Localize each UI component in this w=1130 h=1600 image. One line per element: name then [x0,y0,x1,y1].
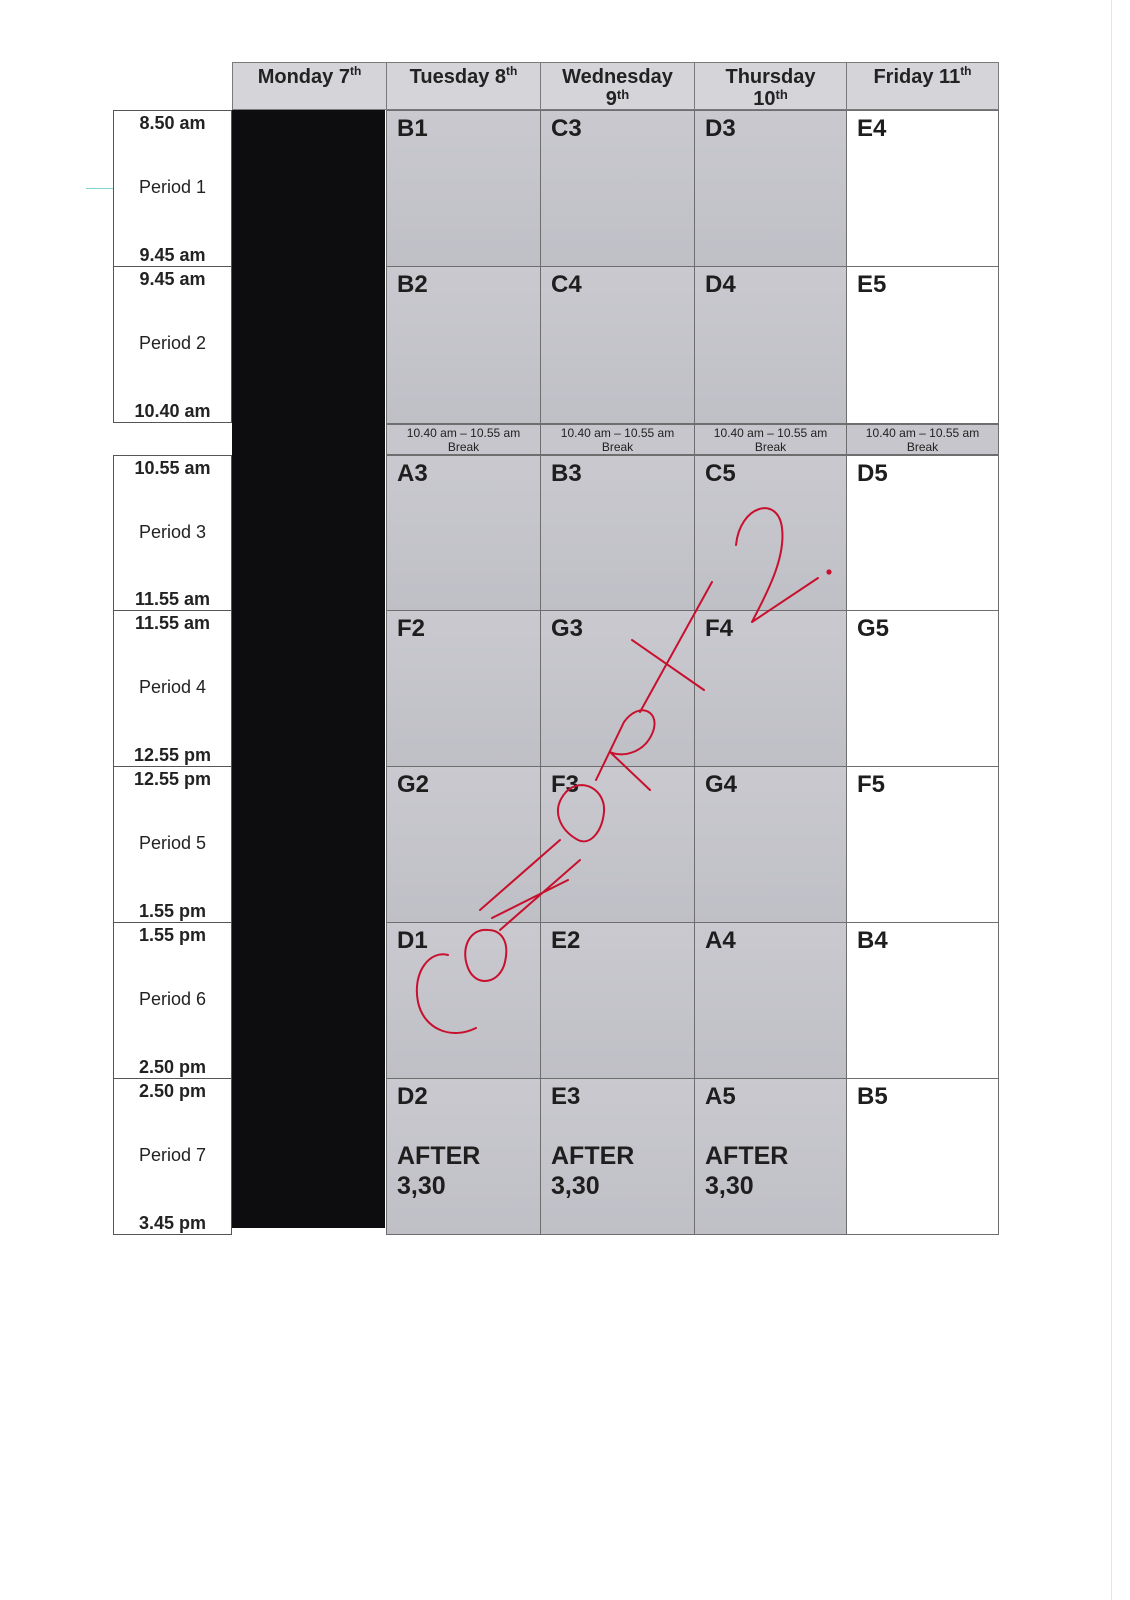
slot-code: E3 [551,1083,581,1110]
period-label: Period 5 [138,833,207,853]
header-monday-sup: th [349,64,362,78]
period-3-times [113,455,232,611]
slot-code: C4 [551,271,582,298]
period-start: 1.55 pm [138,925,207,945]
period-label: Period 1 [138,177,207,197]
slot-thursday-p1 [694,110,847,267]
slot-thursday-p6 [694,922,847,1079]
period-label: Period 4 [138,677,207,697]
slot-code: A3 [397,460,428,487]
slot-code: F3 [551,771,580,798]
header-tuesday-text: Tuesday 8 [409,66,506,88]
after-note: AFTER 3,30 [551,1142,635,1200]
slot-tuesday-p4 [386,610,541,767]
period-end: 11.55 am [134,589,211,609]
slot-code: G2 [397,771,430,798]
break-label: Break [601,440,634,454]
slot-code: B5 [857,1083,888,1110]
header-wednesday-sup: th [616,87,630,102]
slot-thursday-p3 [694,455,847,611]
slot-code: B3 [551,460,582,487]
slot-code: E4 [857,115,887,142]
slot-tuesday-p6 [386,922,541,1079]
slot-code: C5 [705,460,736,487]
slot-tuesday-p1 [386,110,541,267]
period-start: 11.55 am [134,613,211,633]
period-5-times [113,766,232,923]
period-2-times [113,266,232,423]
page-edge [1111,0,1112,1600]
slot-code: G3 [551,615,584,642]
header-tuesday [386,62,541,110]
slot-code: B2 [397,271,428,298]
header-wednesday-line2: 9 [605,88,617,110]
slot-thursday-p7 [694,1078,847,1235]
period-label: Period 3 [138,522,207,542]
header-thursday-text: Thursday [725,66,816,88]
period-6-times [113,922,232,1079]
slot-code: E5 [857,271,887,298]
period-start: 9.45 am [139,269,206,289]
period-start: 10.55 am [134,458,211,478]
slot-friday-p5 [846,766,999,923]
slot-code: E2 [551,927,581,954]
period-start: 2.50 pm [138,1081,207,1101]
slot-code: G5 [857,615,890,642]
header-monday [232,62,387,110]
slot-thursday-p2 [694,266,847,424]
slot-code: D3 [705,115,736,142]
period-4-times [113,610,232,767]
period-label: Period 7 [138,1145,207,1165]
break-friday [846,424,999,455]
slot-thursday-p4 [694,610,847,767]
header-wednesday-text: Wednesday [562,66,673,88]
period-end: 9.45 am [139,245,206,265]
slot-code: D1 [397,927,428,954]
after-note: AFTER 3,30 [397,1142,481,1200]
slot-tuesday-p7 [386,1078,541,1235]
period-label: Period 2 [138,333,207,353]
break-label: Break [906,440,939,454]
break-time: 10.40 am – 10.55 am [406,426,521,440]
slot-tuesday-p5 [386,766,541,923]
slot-code: B4 [857,927,888,954]
header-friday-text: Friday 11 [873,66,961,88]
slot-wednesday-p6 [540,922,695,1079]
period-end: 10.40 am [134,401,211,421]
period-start: 8.50 am [139,113,206,133]
period-1-times [113,110,232,267]
period-end: 3.45 pm [138,1213,207,1233]
slot-code: A4 [705,927,736,954]
slot-code: F4 [705,615,734,642]
break-tuesday [386,424,541,455]
slot-friday-p6 [846,922,999,1079]
break-thursday [694,424,847,455]
slot-code: G4 [705,771,738,798]
slot-code: B1 [397,115,428,142]
slot-friday-p1 [846,110,999,267]
monday-blackout [232,110,385,1228]
slot-tuesday-p2 [386,266,541,424]
break-label: Break [754,440,787,454]
slot-wednesday-p2 [540,266,695,424]
slot-wednesday-p1 [540,110,695,267]
slot-thursday-p5 [694,766,847,923]
slot-wednesday-p5 [540,766,695,923]
break-time: 10.40 am – 10.55 am [713,426,828,440]
slot-friday-p7 [846,1078,999,1235]
break-time: 10.40 am – 10.55 am [865,426,980,440]
break-time: 10.40 am – 10.55 am [560,426,675,440]
header-monday-text: Monday 7 [257,66,350,88]
period-start: 12.55 pm [133,769,212,789]
header-friday [846,62,999,110]
slot-tuesday-p3 [386,455,541,611]
slot-code: D4 [705,271,736,298]
period-label: Period 6 [138,989,207,1009]
slot-friday-p3 [846,455,999,611]
slot-friday-p4 [846,610,999,767]
header-tuesday-sup: th [506,64,518,78]
slot-code: D2 [397,1083,428,1110]
period-7-times [113,1078,232,1235]
period-end: 1.55 pm [138,901,207,921]
slot-code: A5 [705,1083,736,1110]
slot-code: F5 [857,771,886,798]
slot-code: F2 [397,615,426,642]
header-thursday-sup: th [775,87,788,102]
slot-wednesday-p7 [540,1078,695,1235]
period-end: 12.55 pm [133,745,212,765]
header-friday-sup: th [960,64,972,78]
header-thursday [694,62,847,110]
break-label: Break [447,440,480,454]
header-wednesday [540,62,695,110]
period-end: 2.50 pm [138,1057,207,1077]
header-thursday-line2: 10 [753,88,776,110]
slot-code: D5 [857,460,888,487]
after-note: AFTER 3,30 [705,1142,789,1200]
slot-friday-p2 [846,266,999,424]
slot-code: C3 [551,115,582,142]
slot-wednesday-p4 [540,610,695,767]
break-wednesday [540,424,695,455]
slot-wednesday-p3 [540,455,695,611]
